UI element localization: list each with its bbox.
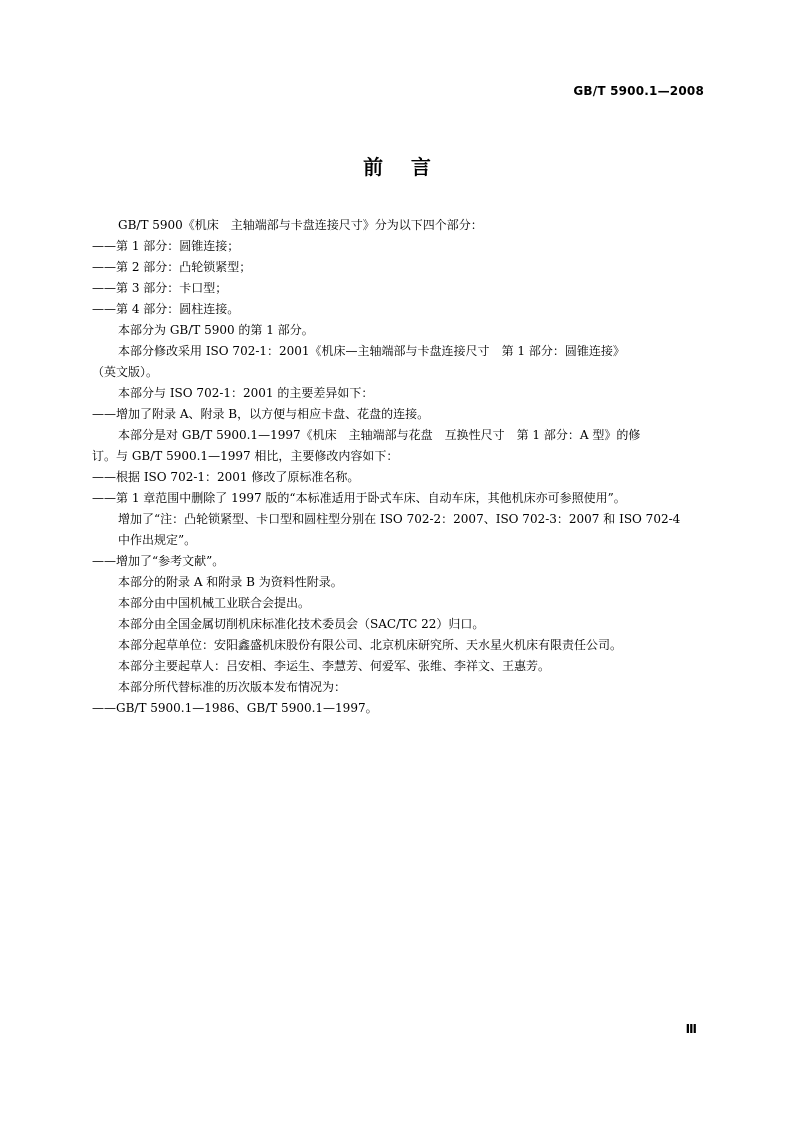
body-paragraph: 本部分的附录 A 和附录 B 为资料性附录。 (118, 575, 343, 589)
standard-number: GB/T 5900.1—2008 (573, 84, 704, 98)
page-title: 前 言 (363, 155, 431, 179)
body-paragraph: 本部分主要起草人：吕安相、李运生、李慧芳、何爱军、张维、李祥文、王惠芳。 (118, 659, 551, 673)
body-paragraph: 本部分与 ISO 702-1：2001 的主要差异如下： (118, 386, 374, 400)
intro-paragraph: GB/T 5900《机床 主轴端部与卡盘连接尺寸》分为以下四个部分： (118, 218, 483, 232)
body-paragraph: 本部分为 GB/T 5900 的第 1 部分。 (118, 323, 314, 337)
body-paragraph: 本部分由全国金属切削机床标准化技术委员会（SAC/TC 22）归口。 (118, 617, 485, 631)
body-paragraph: 本部分修改采用 ISO 702-1：2001《机床—主轴端部与卡盘连接尺寸 第 1 部分：圆锥连接》 (118, 344, 625, 358)
list-item: ——第 2 部分：凸轮锁紧型； (92, 260, 252, 274)
list-item: ——增加了“参考文献”。 (92, 554, 225, 568)
list-item: ——第 4 部分：圆柱连接。 (92, 302, 240, 316)
list-item: ——第 1 章范围中删除了 1997 版的“本标准适用于卧式车床、自动车床，其他机床亦可参照使用”。 (92, 491, 626, 505)
list-item: ——根据 ISO 702-1：2001 修改了原标准名称。 (92, 470, 360, 484)
body-paragraph-continuation: （英文版）。 (92, 365, 159, 379)
body-paragraph: 本部分由中国机械工业联合会提出。 (118, 596, 311, 610)
list-item: ——GB/T 5900.1—1986、GB/T 5900.1—1997。 (92, 701, 378, 715)
list-item-continuation: 增加了“注：凸轮锁紧型、卡口型和圆柱型分别在 ISO 702-2：2007、ISO 702-3：2007 和 ISO 702-4 (118, 512, 681, 526)
list-item: ——第 1 部分：圆锥连接； (92, 239, 240, 253)
body-paragraph: 本部分是对 GB/T 5900.1—1997《机床 主轴端部与花盘 互换性尺寸 第 1 部分：A 型》的修 (118, 428, 641, 442)
list-item: ——第 3 部分：卡口型； (92, 281, 228, 295)
foreword-body (92, 215, 708, 719)
list-item: ——增加了附录 A、附录 B，以方便与相应卡盘、花盘的连接。 (92, 407, 430, 421)
body-paragraph: 本部分起草单位：安阳鑫盛机床股份有限公司、北京机床研究所、天水星火机床有限责任公司。 (118, 638, 623, 652)
body-paragraph-continuation: 订。与 GB/T 5900.1—1997 相比，主要修改内容如下： (92, 449, 399, 463)
list-item-continuation: 中作出规定”。 (118, 533, 197, 547)
body-paragraph: 本部分所代替标准的历次版本发布情况为： (118, 680, 347, 694)
page-number: Ⅲ (685, 1022, 697, 1036)
